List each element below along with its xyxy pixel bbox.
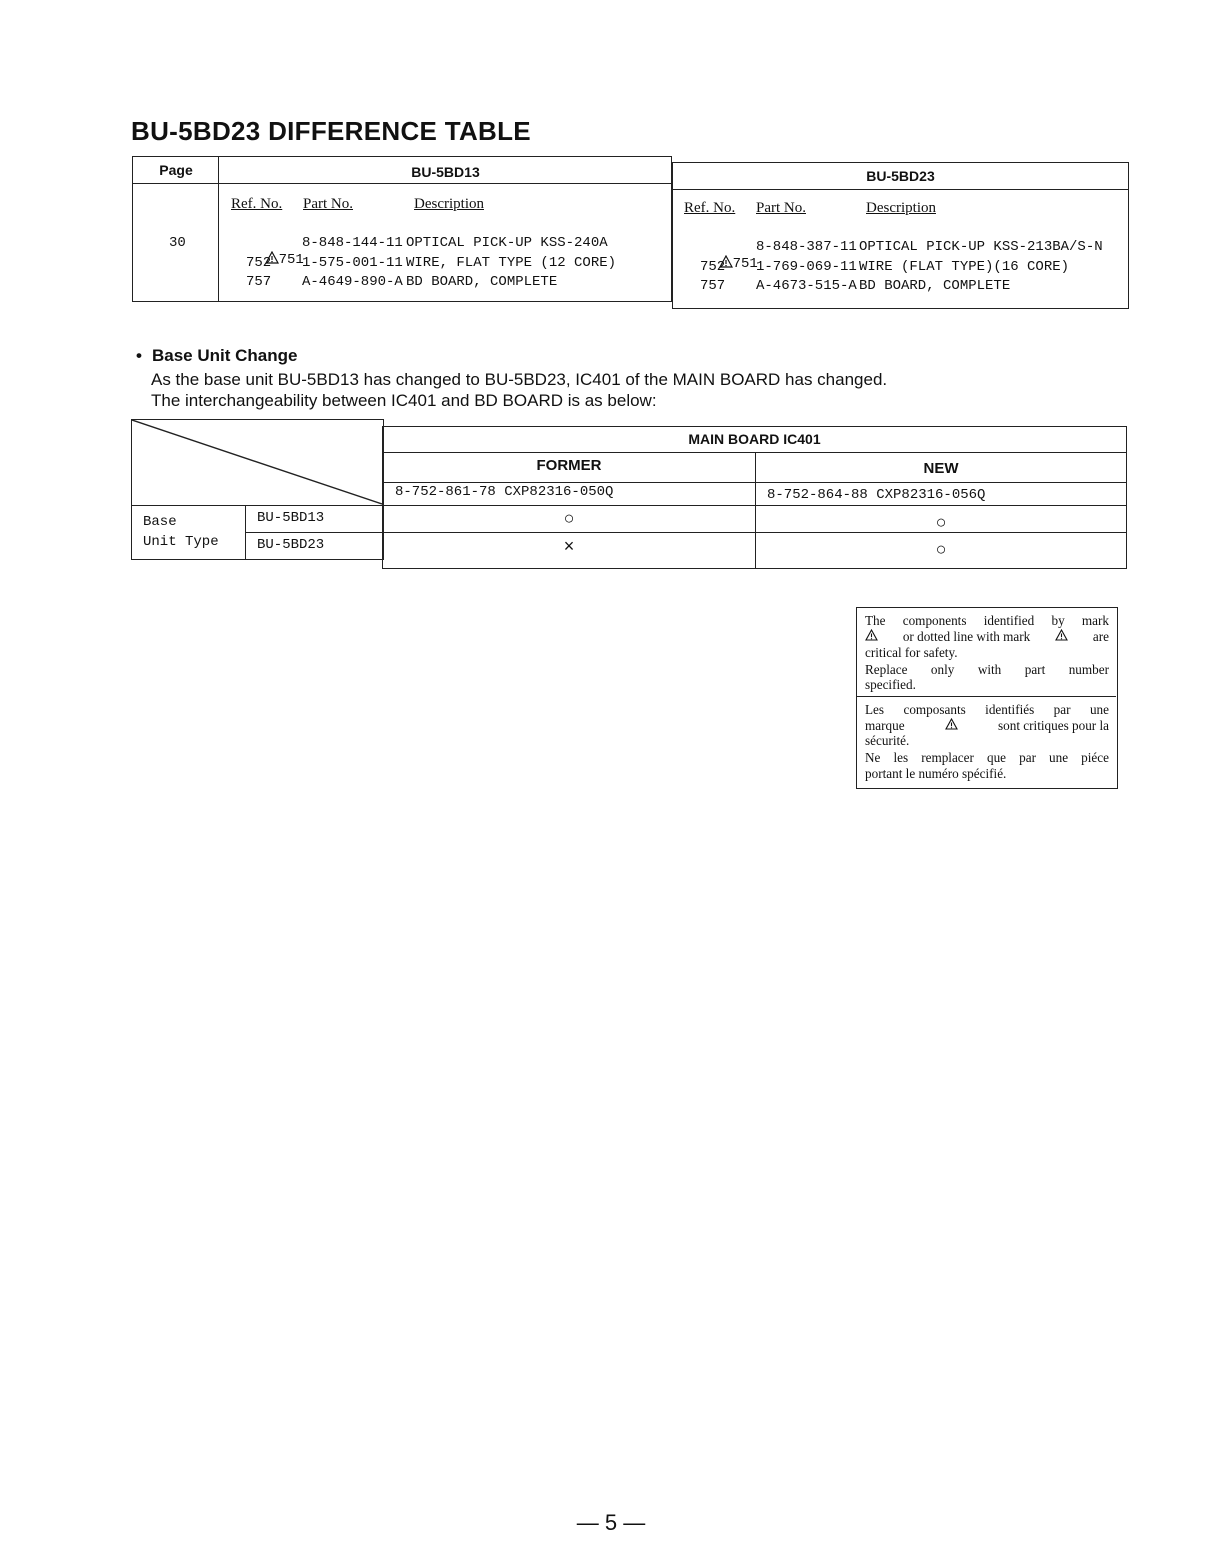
- part-no: 8-848-387-11: [756, 239, 857, 255]
- unit-type-label: BU-5BD13: [257, 510, 325, 526]
- caution-fr-text: marque: [865, 718, 905, 733]
- paragraph-line: The interchangeability between IC401 and BD BOARD is as below:: [151, 391, 657, 410]
- description: OPTICAL PICK-UP KSS-213BA/S-N: [859, 239, 1103, 255]
- subheader-description: Description: [866, 200, 936, 216]
- safety-caution-box: [856, 607, 1118, 789]
- part-no: A-4673-515-A: [756, 278, 857, 294]
- former-part-no: 8-752-861-78 CXP82316-050Q: [395, 484, 614, 500]
- ref-no: 757: [246, 274, 272, 290]
- caution-en-line: Replace only with part number: [865, 662, 1109, 677]
- ref-no: 752: [700, 259, 726, 275]
- page-number: — 5 —: [576, 1510, 646, 1535]
- compat-mark: ×: [563, 536, 575, 556]
- part-no: A-4649-890-A: [302, 274, 403, 290]
- caution-en-text: are: [1092, 629, 1109, 644]
- caution-fr-line: portant le numéro spécifié.: [865, 766, 1007, 781]
- ref-no: 751: [732, 256, 758, 272]
- diagonal-header-line: [132, 420, 384, 506]
- caution-en-line: critical for safety.: [865, 645, 958, 660]
- main-board-header: MAIN BOARD IC401: [688, 431, 821, 447]
- compat-mark: ○: [563, 508, 575, 528]
- caution-divider: [857, 696, 1116, 697]
- safety-warning-icon: [1055, 629, 1068, 641]
- caution-en-line: specified.: [865, 677, 916, 692]
- ref-no: 751: [278, 252, 304, 268]
- page-number-cell: 30: [169, 235, 186, 251]
- subheader-ref-no: Ref. No.: [231, 196, 283, 212]
- subheader-ref-no: Ref. No.: [684, 200, 736, 216]
- interchange-divider: [245, 506, 246, 559]
- row-group-label: Unit Type: [143, 534, 219, 550]
- description: BD BOARD, COMPLETE: [406, 274, 558, 290]
- page-title: BU-5BD23 DIFFERENCE TABLE: [131, 116, 531, 146]
- caution-fr-text: sont critiques pour la: [998, 718, 1109, 733]
- new-part-no: 8-752-864-88 CXP82316-056Q: [767, 487, 986, 503]
- new-header: NEW: [923, 460, 959, 477]
- part-no: 8-848-144-11: [302, 235, 403, 251]
- description: BD BOARD, COMPLETE: [859, 278, 1011, 294]
- subheader-part-no: Part No.: [756, 200, 806, 216]
- diff-table-divider: [133, 183, 671, 184]
- bullet-icon: •: [136, 346, 142, 365]
- safety-warning-icon: [945, 718, 958, 730]
- section-heading: [136, 346, 297, 366]
- diff-table-divider: [673, 189, 1128, 190]
- part-no: 1-769-069-11: [756, 259, 857, 275]
- caution-en-line: [865, 629, 1109, 645]
- unit-type-label: BU-5BD23: [257, 537, 325, 553]
- caution-fr-line: [865, 718, 1109, 734]
- caution-fr-line: sécurité.: [865, 733, 910, 748]
- ref-no: 752: [246, 255, 272, 271]
- ref-no: 757: [700, 278, 726, 294]
- part-no: 1-575-001-11: [302, 255, 403, 271]
- compat-mark: ○: [935, 512, 947, 532]
- header-old-model: BU-5BD13: [411, 164, 480, 180]
- description: OPTICAL PICK-UP KSS-240A: [406, 235, 608, 251]
- row-group-label: Base: [143, 514, 177, 530]
- header-page: Page: [159, 162, 193, 178]
- description: WIRE (FLAT TYPE)(16 CORE): [859, 259, 1070, 275]
- caution-fr-line: Les composants identifiés par une: [865, 702, 1109, 717]
- paragraph-line: As the base unit BU-5BD13 has changed to BU-5BD23, IC401 of the MAIN BOARD has changed.: [151, 370, 888, 389]
- former-header: FORMER: [536, 457, 602, 474]
- caution-en-text: or dotted line with mark: [902, 629, 1031, 644]
- subheader-part-no: Part No.: [303, 196, 353, 212]
- caution-en-line: The components identified by mark: [865, 613, 1109, 628]
- section-heading-text: Base Unit Change: [152, 346, 298, 365]
- caution-fr-line: Ne les remplacer que par une piéce: [865, 750, 1109, 765]
- compat-mark: ○: [935, 539, 947, 559]
- description: WIRE, FLAT TYPE (12 CORE): [406, 255, 617, 271]
- subheader-description: Description: [414, 196, 484, 212]
- header-new-model: BU-5BD23: [866, 168, 935, 184]
- safety-warning-icon: [865, 629, 878, 641]
